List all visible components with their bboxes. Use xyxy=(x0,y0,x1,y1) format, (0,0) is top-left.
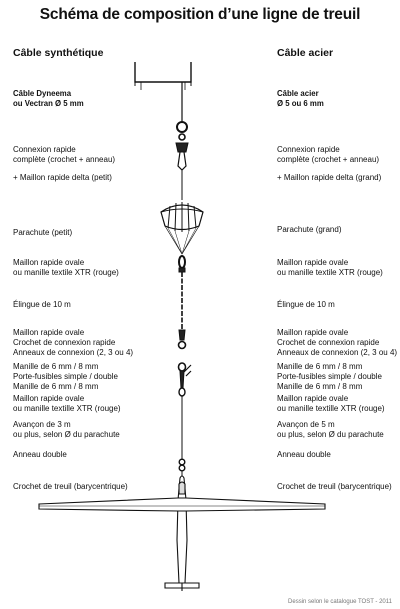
weak-link-holder-icon xyxy=(179,363,192,396)
quick-connect-icon xyxy=(176,122,188,170)
label-left-oval-link: Maillon rapide ovale ou manille textile XTR (rouge) xyxy=(13,258,119,277)
label-left-cable: Câble Dyneema ou Vectran Ø 5 mm xyxy=(13,89,84,108)
double-ring-icon xyxy=(179,459,185,471)
connection-rings-icon xyxy=(179,330,186,349)
glider-icon xyxy=(39,476,325,591)
label-right-shackles: Manille de 6 mm / 8 mm Porte-fusibles simple / double Manille de 6 mm / 8 mm xyxy=(277,362,382,391)
label-right-connectors: Maillon rapide ovale Crochet de connexion rapide Anneaux de connexion (2, 3 ou 4) xyxy=(277,328,398,357)
label-left-parachute: Parachute (petit) xyxy=(13,228,73,237)
parachute-icon xyxy=(161,202,203,254)
label-right-oval-link: Maillon rapide ovale ou manille textile XTR (rouge) xyxy=(277,258,383,277)
label-left-leader: Avançon de 3 m ou plus, selon Ø du parachute xyxy=(13,420,120,439)
label-right-double-ring: Anneau double xyxy=(277,450,331,459)
label-right-sling: Élingue de 10 m xyxy=(277,300,335,309)
label-left-winch-hook: Crochet de treuil (barycentrique) xyxy=(13,482,128,491)
column-header-synthetic: Câble synthétique xyxy=(13,47,104,59)
label-left-double-ring: Anneau double xyxy=(13,450,67,459)
label-left-shackles: Manille de 6 mm / 8 mm Porte-fusibles simple / double Manille de 6 mm / 8 mm xyxy=(13,362,118,391)
label-left-quick-connect: Connexion rapide complète (crochet + anneau) xyxy=(13,145,116,164)
label-right-winch-hook: Crochet de treuil (barycentrique) xyxy=(277,482,392,491)
label-right-delta-link: + Maillon rapide delta (grand) xyxy=(277,173,382,182)
diagram-title: Schéma de composition d’une ligne de treuil xyxy=(39,6,361,23)
label-right-parachute: Parachute (grand) xyxy=(277,225,342,234)
label-left-oval-link-2: Maillon rapide ovale ou manille textille XTR (rouge) xyxy=(13,394,121,413)
label-right-cable: Câble acier Ø 5 ou 6 mm xyxy=(277,89,324,108)
label-left-sling: Élingue de 10 m xyxy=(13,300,71,309)
label-right-quick-connect: Connexion rapide complète (crochet + anneau) xyxy=(277,145,380,164)
winch-drum-icon xyxy=(135,62,191,90)
label-left-connectors: Maillon rapide ovale Crochet de connexion rapide Anneaux de connexion (2, 3 ou 4) xyxy=(13,328,134,357)
oval-link-icon xyxy=(179,256,185,272)
label-right-oval-link-2: Maillon rapide ovale ou manille textille XTR (rouge) xyxy=(277,394,385,413)
column-header-steel: Câble acier xyxy=(277,47,334,59)
label-right-leader: Avançon de 5 m ou plus, selon Ø du parachute xyxy=(277,420,384,439)
credit: Dessin selon le catalogue TOST - 2011 xyxy=(288,599,392,605)
label-left-delta-link: + Maillon rapide delta (petit) xyxy=(13,173,112,182)
